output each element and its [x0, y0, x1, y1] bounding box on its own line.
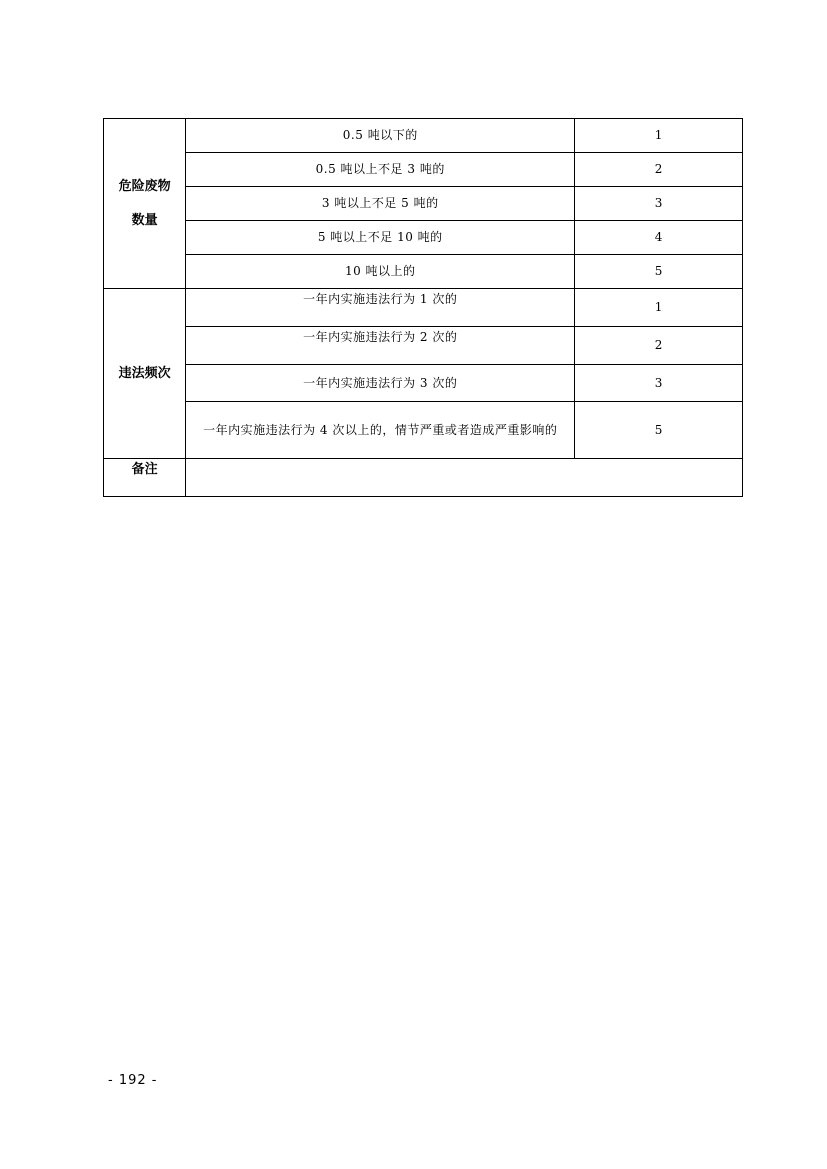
score-cell: 2 [575, 327, 743, 365]
category-cell-waste-quantity [104, 119, 186, 289]
description-cell: 一年内实施违法行为 4 次以上的，情节严重或者造成严重影响的 [186, 402, 575, 459]
score-cell: 3 [575, 187, 743, 221]
scoring-table [103, 118, 743, 497]
description-cell: 一年内实施违法行为 3 次的 [186, 365, 575, 402]
remarks-value [186, 459, 743, 497]
category-label-line: 违法频次 [118, 366, 171, 381]
description-cell: 5 吨以上不足 10 吨的 [186, 221, 575, 255]
table-row [104, 327, 743, 365]
score-cell: 3 [575, 365, 743, 402]
description-cell: 一年内实施违法行为 2 次的 [186, 327, 575, 365]
category-label-line: 危险废物 [118, 178, 171, 194]
table-row-remarks [104, 459, 743, 497]
table-row [104, 221, 743, 255]
score-cell: 5 [575, 402, 743, 459]
score-cell: 4 [575, 221, 743, 255]
description-cell: 3 吨以上不足 5 吨的 [186, 187, 575, 221]
category-cell-violation-frequency [104, 289, 186, 459]
table-row [104, 119, 743, 153]
category-label-line: 数量 [131, 212, 158, 228]
description-cell: 10 吨以上的 [186, 255, 575, 289]
page-number: - 192 - [108, 1073, 158, 1088]
description-cell: 一年内实施违法行为 1 次的 [186, 289, 575, 327]
score-cell: 1 [575, 119, 743, 153]
table-row [104, 187, 743, 221]
remarks-label: 备注 [104, 459, 186, 497]
table-row [104, 255, 743, 289]
table-row [104, 153, 743, 187]
description-cell: 0.5 吨以上不足 3 吨的 [186, 153, 575, 187]
description-cell: 0.5 吨以下的 [186, 119, 575, 153]
score-cell: 1 [575, 289, 743, 327]
score-cell: 5 [575, 255, 743, 289]
table-row [104, 402, 743, 459]
table-row [104, 289, 743, 327]
table-row [104, 365, 743, 402]
score-cell: 2 [575, 153, 743, 187]
